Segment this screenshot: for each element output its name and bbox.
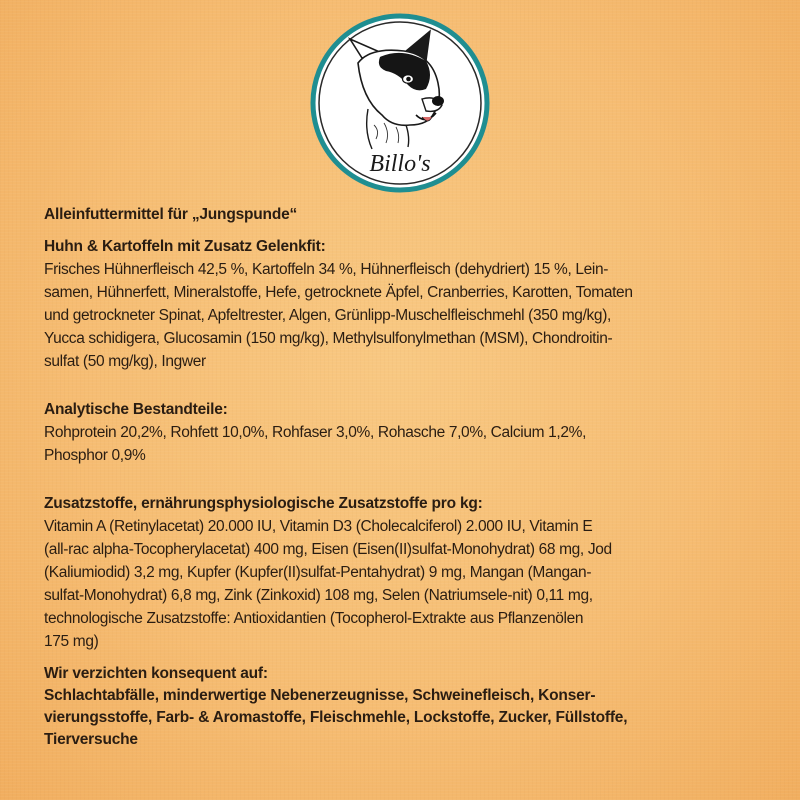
additives-line: technologische Zusatzstoffe: Antioxidantien (Tocopherol-Extrakte aus Pflanzenölen	[44, 610, 584, 627]
exclusions-heading: Wir verzichten konsequent auf:	[44, 665, 268, 682]
composition-line: und getrockneter Spinat, Apfeltrester, Algen, Grünlipp-Muschelfleischmehl (350 mg/kg),	[44, 307, 611, 324]
additives-line: Vitamin A (Retinylacetat) 20.000 IU, Vitamin D3 (Cholecalciferol) 2.000 IU, Vitamin E	[44, 518, 593, 535]
composition-line: Frisches Hühnerfleisch 42,5 %, Kartoffeln 34 %, Hühnerfleisch (dehydriert) 15 %, Lein-	[44, 261, 609, 278]
brand-name: Billo's	[369, 151, 431, 177]
analytical-heading: Analytische Bestandteile:	[44, 401, 228, 418]
composition-heading: Huhn & Kartoffeln mit Zusatz Gelenkfit:	[44, 238, 326, 255]
dog-portrait-icon	[310, 13, 490, 193]
additives-line: (Kaliumiodid) 3,2 mg, Kupfer (Kupfer(II)sulfat-Pentahydrat) 9 mg, Mangan (Mangan-	[44, 564, 592, 581]
analytical-line: Phosphor 0,9%	[44, 447, 146, 464]
composition-text	[44, 258, 764, 373]
exclusions-line: Tierversuche	[44, 731, 138, 748]
composition-line: sulfat (50 mg/kg), Ingwer	[44, 353, 206, 370]
additives-heading: Zusatzstoffe, ernährungsphysiologische Zusatzstoffe pro kg:	[44, 495, 483, 512]
product-type: Alleinfuttermittel für „Jungspunde“	[44, 206, 298, 223]
analytical-text	[44, 421, 764, 467]
additives-text	[44, 515, 764, 653]
composition-line: samen, Hühnerfett, Mineralstoffe, Hefe, getrocknete Äpfel, Cranberries, Karotten, Tomaten	[44, 284, 633, 301]
additives-line: (all-rac alpha-Tocopherylacetat) 400 mg, Eisen (Eisen(II)sulfat-Monohydrat) 68 mg, Jod	[44, 541, 612, 558]
billos-logo	[310, 13, 490, 193]
analytical-line: Rohprotein 20,2%, Rohfett 10,0%, Rohfaser 3,0%, Rohasche 7,0%, Calcium 1,2%,	[44, 424, 587, 441]
exclusions-line: Schlachtabfälle, minderwertige Nebenerzeugnisse, Schweinefleisch, Konser-	[44, 687, 596, 704]
exclusions-line: vierungsstoffe, Farb- & Aromastoffe, Fleischmehle, Lockstoffe, Zucker, Füllstoffe,	[44, 709, 628, 726]
ingredient-label	[44, 204, 764, 751]
additives-line: sulfat-Monohydrat) 6,8 mg, Zink (Zinkoxid) 108 mg, Selen (Natriumsele-nit) 0,11 mg,	[44, 587, 593, 604]
additives-line: 175 mg)	[44, 633, 99, 650]
exclusions-text	[44, 685, 764, 751]
composition-line: Yucca schidigera, Glucosamin (150 mg/kg), Methylsulfonylmethan (MSM), Chondroitin-	[44, 330, 613, 347]
